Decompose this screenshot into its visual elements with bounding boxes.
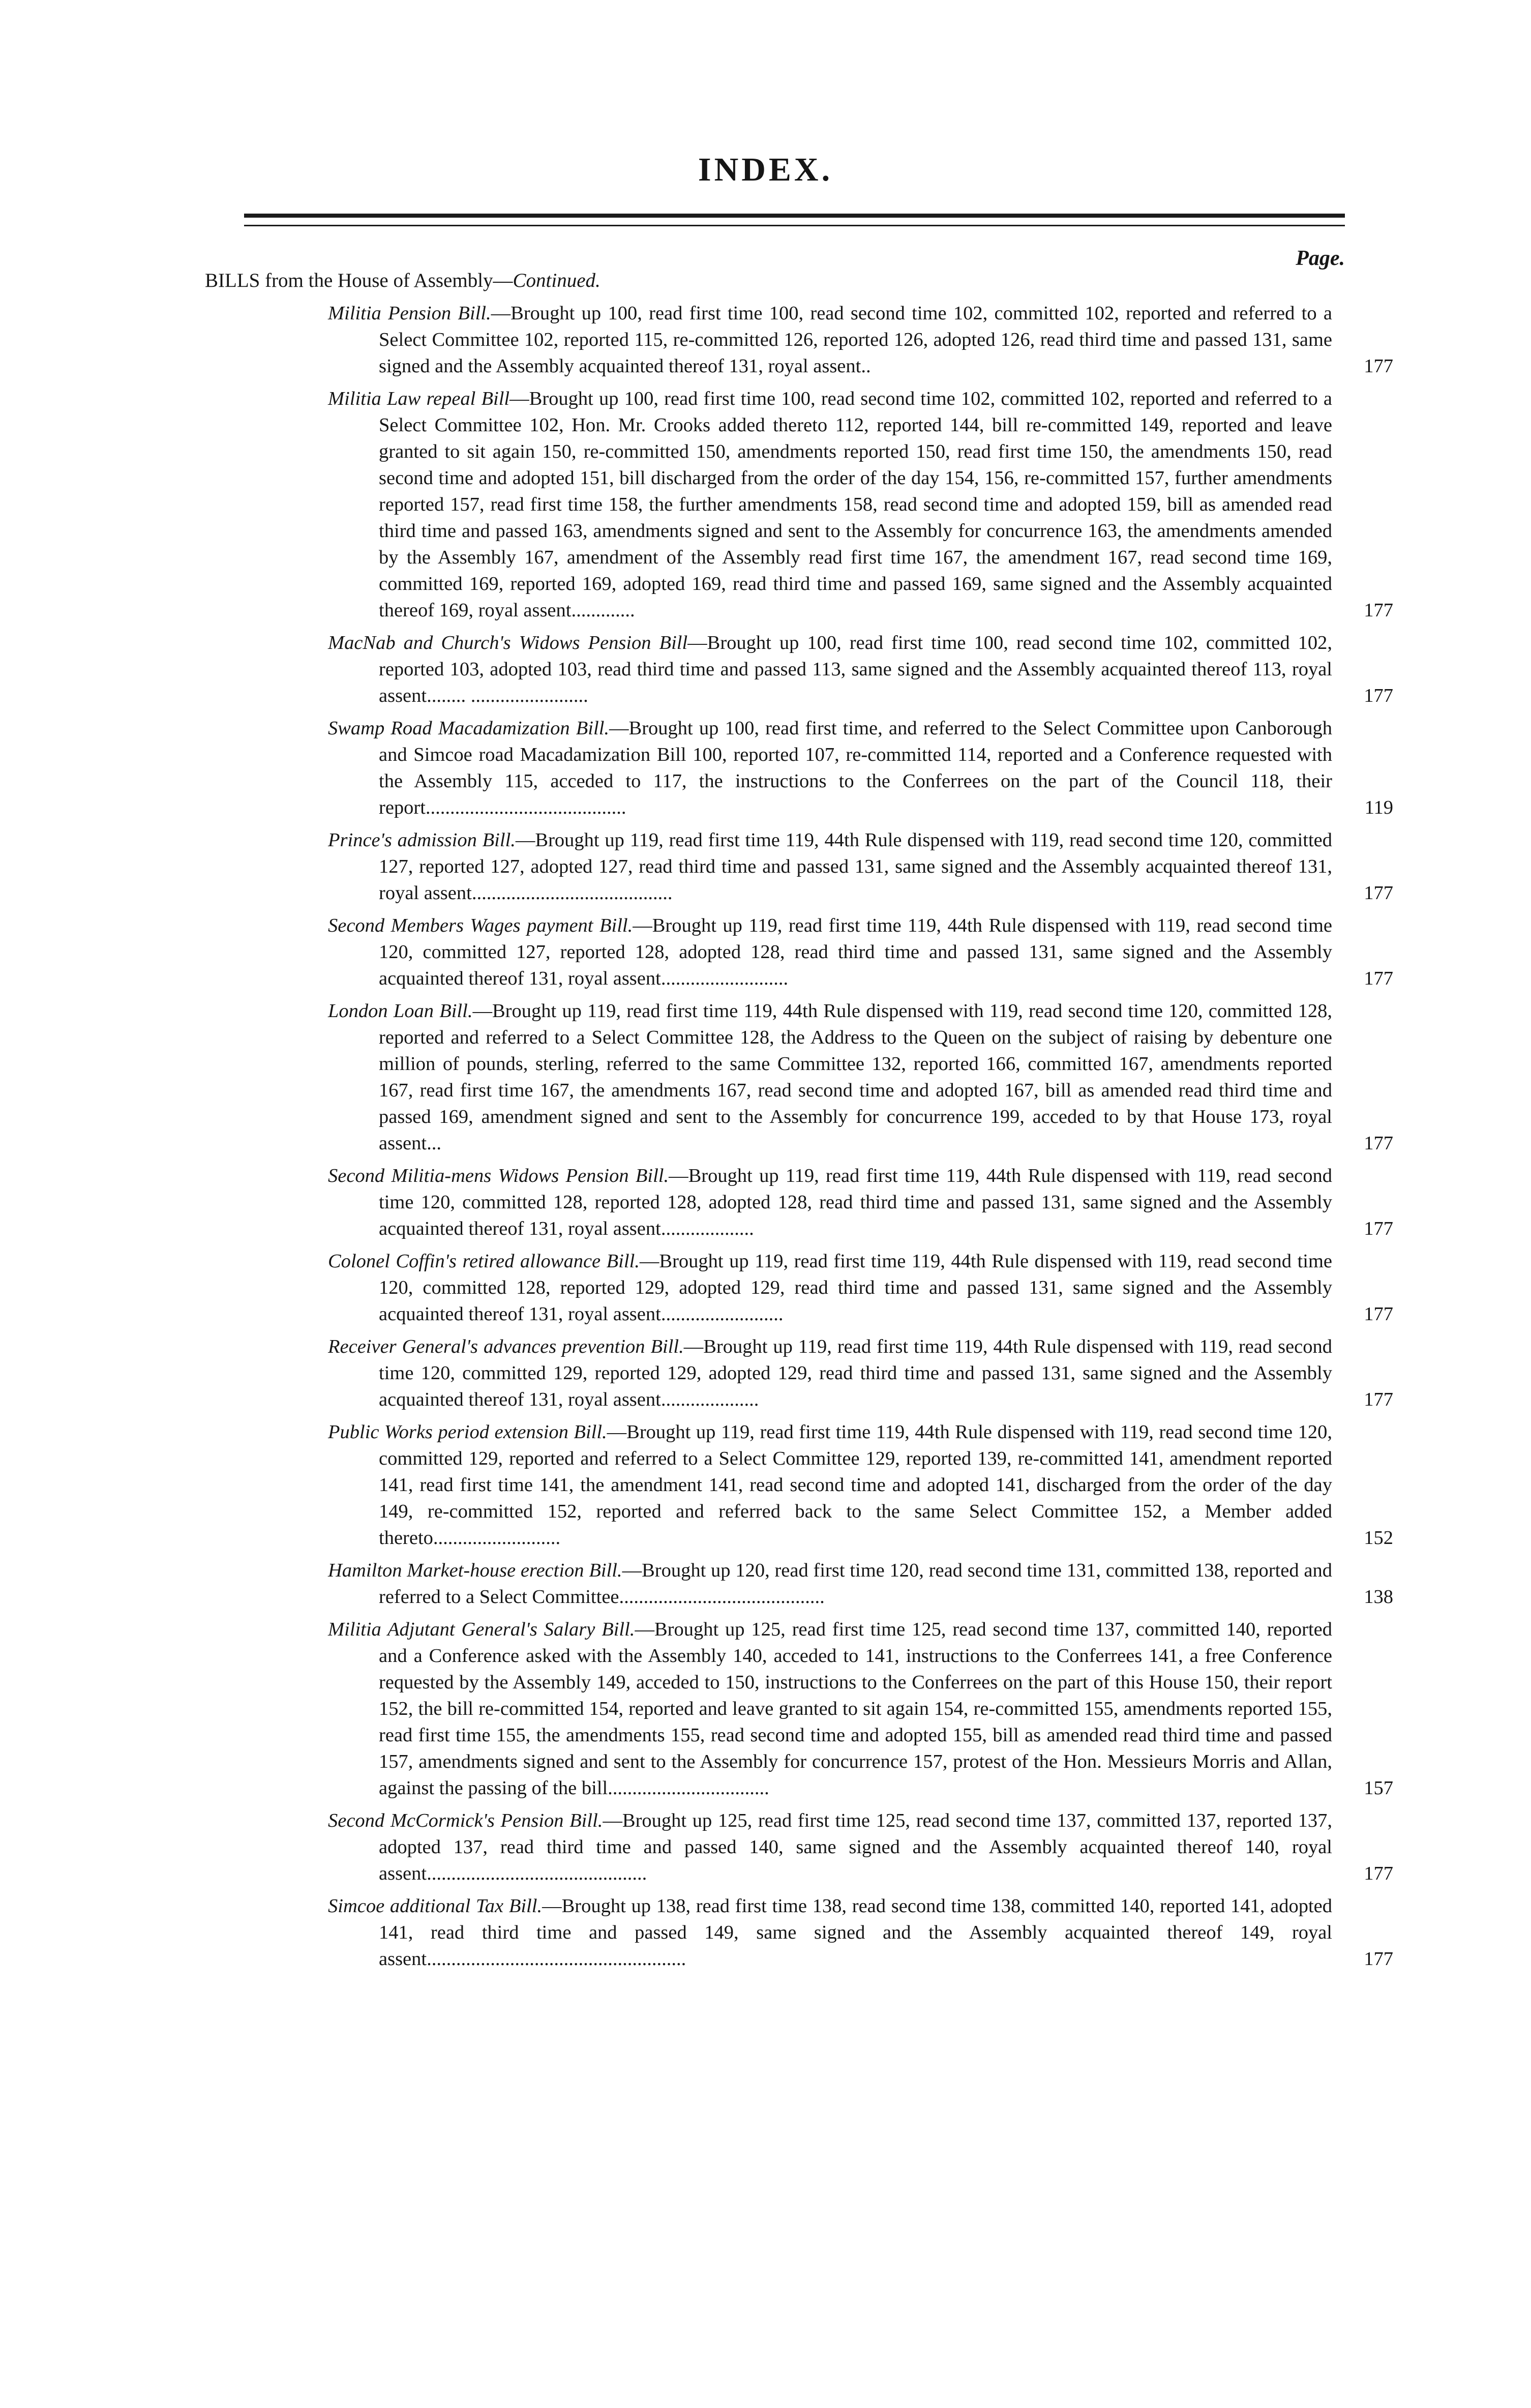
bill-proceedings: —Brought up 100, read first time 100, read second time 102, committed 102, reported and referred to a Select Committee 102, reported 115, re-committed 126, reported 126, adopted 126, read third time and passed 131, same signed and the Assembly acquainted thereof 131, royal assent.. [379, 303, 1332, 377]
index-entry [328, 1419, 1393, 1551]
index-entry [328, 385, 1393, 623]
title-rule-thin [244, 225, 1345, 226]
bill-name: London Loan Bill. [328, 1000, 473, 1022]
bill-name: Second Militia-mens Widows Pension Bill. [328, 1165, 669, 1186]
bill-proceedings: —Brought up 119, read first time 119, 44th Rule dispensed with 119, read second time 120, committed 129, reported 129, adopted 129, read third time and passed 131, same signed and the Assembly acquainted thereof 131, royal assent.................... [379, 1336, 1332, 1410]
bill-name: Colonel Coffin's retired allowance Bill. [328, 1251, 640, 1272]
bill-name: Militia Pension Bill. [328, 303, 491, 324]
bill-name: Swamp Road Macadamization Bill. [328, 718, 610, 739]
bill-name: Second Members Wages payment Bill. [328, 915, 633, 936]
bill-proceedings: —Brought up 119, read first time 119, 44th Rule dispensed with 119, read second time 120, committed 127, reported 128, adopted 128, read third time and passed 131, same signed and the Assembly acquainted thereof 131, royal assent.......................... [379, 915, 1332, 989]
bill-proceedings: —Brought up 120, read first time 120, read second time 131, committed 138, reported and referred to a Select Committee.......................................... [379, 1560, 1332, 1608]
bill-proceedings: —Brought up 100, read first time 100, read second time 102, committed 102, reported and referred to a Select Committee 102, Hon. Mr. Crooks added thereto 112, reported 144, bill re-committed 149, reported and leave granted to sit again 150, re-committed 150, amendments reported 150, read first time 150, the amendments 150, read second time and adopted 151, bill discharged from the order of the day 154, 156, re-committed 157, further amendments reported 157, read first time 158, the further amendments 158, read second time and adopted 159, bill as amended read third time and passed 163, amendments signed and sent to the Assembly for concurrence 163, the amendments amended by the Assembly 167, amendment of the Assembly read first time 167, the amendment 167, read second time 169, committed 169, reported 169, adopted 169, read third time and passed 169, same signed and the Assembly acquainted thereof 169, royal assent............. [379, 388, 1332, 621]
bill-name: Public Works period extension Bill. [328, 1421, 607, 1443]
page-reference: 177 [1332, 1301, 1393, 1327]
index-entry [328, 1807, 1393, 1887]
bill-proceedings: —Brought up 119, read first time 119, 44th Rule dispensed with 119, read second time 120, committed 128, reported 128, adopted 128, read third time and passed 131, same signed and the Assembly acquainted thereof 131, royal assent................... [379, 1165, 1332, 1239]
index-entry [328, 1557, 1393, 1610]
bill-proceedings: —Brought up 119, read first time 119, 44th Rule dispensed with 119, read second time 120, committed 128, reported and referred to a Select Committee 128, the Address to the Queen on the subject of raising by debenture one million of pounds, sterling, referred to the same Committee 132, reported 166, committed 167, amendments reported 167, read first time 167, the amendments 167, read second time and adopted 167, bill as amended read third time and passed 169, amendment signed and sent to the Assembly for concurrence 199, acceded to by that House 173, royal assent... [379, 1000, 1332, 1154]
page-reference: 177 [1332, 1946, 1393, 1972]
page-reference: 152 [1332, 1525, 1393, 1551]
index-entries [0, 300, 1531, 1978]
section-heading [205, 267, 601, 294]
bill-proceedings: —Brought up 138, read first time 138, read second time 138, committed 140, reported 141, adopted 141, read third time and passed 149, same signed and the Assembly acquainted thereof 149, royal assent..................................................... [379, 1895, 1332, 1970]
page-column-label: Page. [1296, 247, 1345, 270]
bill-name: Second McCormick's Pension Bill. [328, 1810, 603, 1831]
bill-name: Militia Law repeal Bill [328, 388, 510, 409]
bill-name: Militia Adjutant General's Salary Bill. [328, 1619, 635, 1640]
page-reference: 177 [1332, 1215, 1393, 1242]
section-continued: Continued. [513, 270, 601, 291]
page-reference: 177 [1332, 965, 1393, 992]
index-entry [328, 912, 1393, 992]
index-entry [328, 998, 1393, 1156]
bill-proceedings: —Brought up 119, read first time 119, 44th Rule dispensed with 119, read second time 120, committed 129, reported and referred to a Select Committee 129, reported 139, re-committed 141, amendment reported 141, read first time 141, the amendment 141, read second time and adopted 141, discharged from the order of the day 149, re-committed 152, reported and referred back to the same Select Committee 152, a Member added thereto.......................... [379, 1421, 1332, 1549]
index-entry [328, 1616, 1393, 1801]
page-reference: 177 [1332, 1130, 1393, 1156]
index-entry [328, 1893, 1393, 1972]
bill-proceedings: —Brought up 100, read first time 100, read second time 102, committed 102, reported 103, adopted 103, read third time and passed 113, same signed and the Assembly acquainted thereof 113, royal assent........ ........................ [379, 632, 1332, 706]
index-entry [328, 715, 1393, 821]
index-entry [328, 300, 1393, 379]
bill-proceedings: —Brought up 119, read first time 119, 44th Rule dispensed with 119, read second time 120, committed 128, reported 129, adopted 129, read third time and passed 131, same signed and the Assembly acquainted thereof 131, royal assent......................... [379, 1251, 1332, 1325]
page-reference: 119 [1332, 794, 1393, 821]
title-rule-thick [244, 214, 1345, 218]
page-reference: 157 [1332, 1775, 1393, 1801]
bill-proceedings: —Brought up 100, read first time, and referred to the Select Committee upon Canborough and Simcoe road Macadamization Bill 100, reported 107, re-committed 114, reported and a Conference requested with the Assembly 115, acceded to 117, the instructions to the Conferrees on the part of the Council 118, their report......................................... [379, 718, 1332, 818]
page-reference: 177 [1332, 682, 1393, 709]
bill-name: Hamilton Market-house erection Bill. [328, 1560, 622, 1581]
index-entry [328, 1163, 1393, 1242]
page-reference: 177 [1332, 353, 1393, 379]
page-reference: 177 [1332, 880, 1393, 906]
page-reference: 138 [1332, 1584, 1393, 1610]
bill-name: Simcoe additional Tax Bill. [328, 1895, 543, 1917]
bill-name: Prince's admission Bill. [328, 829, 516, 851]
section-label: BILLS from the House of Assembly— [205, 270, 513, 291]
index-entry [328, 630, 1393, 709]
bill-name: MacNab and Church's Widows Pension Bill [328, 632, 688, 653]
index-entry [328, 1333, 1393, 1413]
bill-proceedings: —Brought up 125, read first time 125, read second time 137, committed 137, reported 137, adopted 137, read third time and passed 140, same signed and the Assembly acquainted thereof 140, royal assent............................................. [379, 1810, 1332, 1884]
page-reference: 177 [1332, 1386, 1393, 1413]
bill-name: Receiver General's advances prevention Bill. [328, 1336, 684, 1357]
page-reference: 177 [1332, 597, 1393, 623]
page-reference: 177 [1332, 1860, 1393, 1887]
index-entry [328, 827, 1393, 906]
page-title: INDEX. [698, 151, 833, 188]
bill-proceedings: —Brought up 125, read first time 125, read second time 137, committed 140, reported and a Conference asked with the Assembly 140, acceded to 141, instructions to the Conferrees 141, a free Conference requested by the Assembly 149, acceded to 150, instructions to the Conferrees on the part of this House 150, their report 152, the bill re-committed 154, reported and leave granted to sit again 154, re-committed 155, amendments reported 155, read first time 155, the amendments 155, read second time and adopted 155, bill as amended read third time and passed 157, amendments signed and sent to the Assembly for concurrence 157, protest of the Hon. Messieurs Morris and Allan, against the passing of the bill................................. [379, 1619, 1332, 1799]
bill-proceedings: —Brought up 119, read first time 119, 44th Rule dispensed with 119, read second time 120, committed 127, reported 127, adopted 127, read third time and passed 131, same signed and the Assembly acquainted thereof 131, royal assent......................................... [379, 829, 1333, 904]
index-entry [328, 1248, 1393, 1327]
